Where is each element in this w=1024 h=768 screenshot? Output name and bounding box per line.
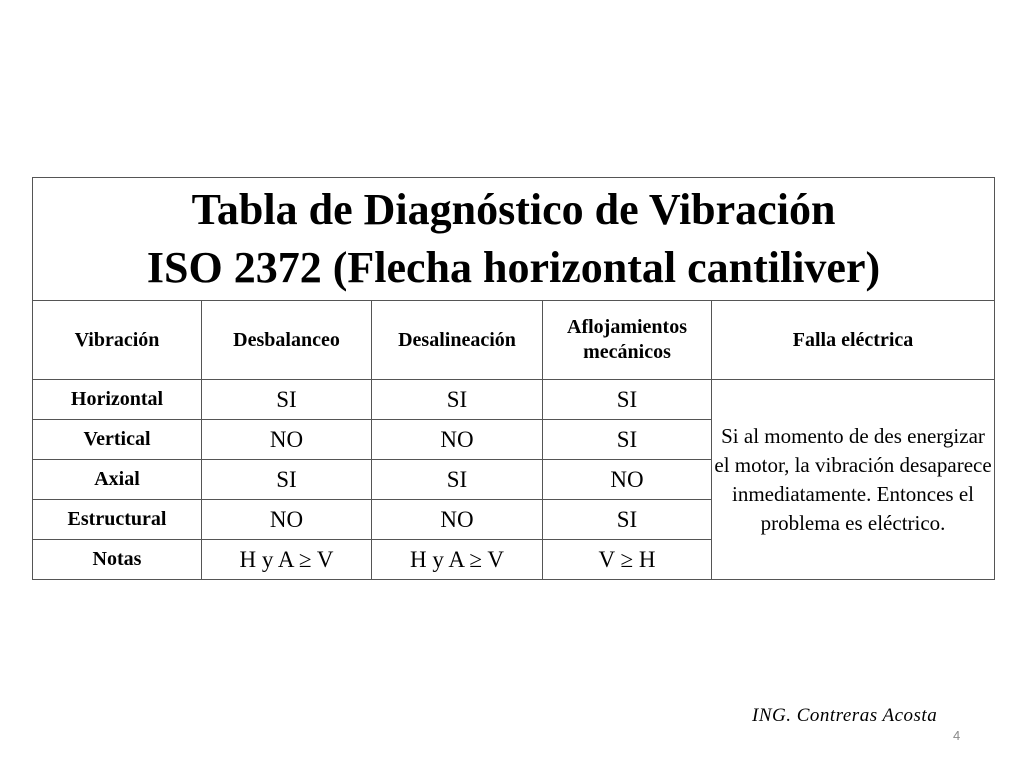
page-number: 4 [953, 728, 961, 743]
cell-value: SI [372, 460, 543, 500]
header-falla-electrica: Falla eléctrica [712, 301, 995, 380]
cell-value: V ≥ H [543, 540, 712, 580]
cell-value: SI [202, 380, 372, 420]
cell-value: NO [372, 420, 543, 460]
electrical-fault-note: Si al momento de des energizar el motor, la vibración desaparece inmediatamente. Entonces el problema es eléctrico. [712, 380, 995, 580]
row-label-estructural: Estructural [33, 500, 202, 540]
cell-value: NO [372, 500, 543, 540]
cell-value: NO [202, 500, 372, 540]
cell-value: H y A ≥ V [372, 540, 543, 580]
header-aflojamientos: Aflojamientos mecánicos [543, 301, 712, 380]
cell-value: SI [543, 500, 712, 540]
table-title-line2: ISO 2372 (Flecha horizontal cantiliver) [146, 243, 881, 292]
table-title-line1: Tabla de Diagnóstico de Vibración [191, 185, 836, 234]
cell-value: NO [202, 420, 372, 460]
vibration-diagnosis-table [32, 177, 995, 580]
cell-value: SI [543, 380, 712, 420]
row-label-axial: Axial [33, 460, 202, 500]
cell-value: H y A ≥ V [202, 540, 372, 580]
cell-value: SI [372, 380, 543, 420]
author-footer: ING. Contreras Acosta [752, 705, 938, 726]
row-label-vertical: Vertical [33, 420, 202, 460]
cell-value: SI [202, 460, 372, 500]
table-row [33, 380, 995, 420]
row-label-horizontal: Horizontal [33, 380, 202, 420]
cell-value: SI [543, 420, 712, 460]
header-desalineacion: Desalineación [372, 301, 543, 380]
header-row [33, 301, 995, 380]
cell-value: NO [543, 460, 712, 500]
table-title [33, 178, 995, 301]
header-vibracion: Vibración [33, 301, 202, 380]
row-label-notas: Notas [33, 540, 202, 580]
header-desbalanceo: Desbalanceo [202, 301, 372, 380]
